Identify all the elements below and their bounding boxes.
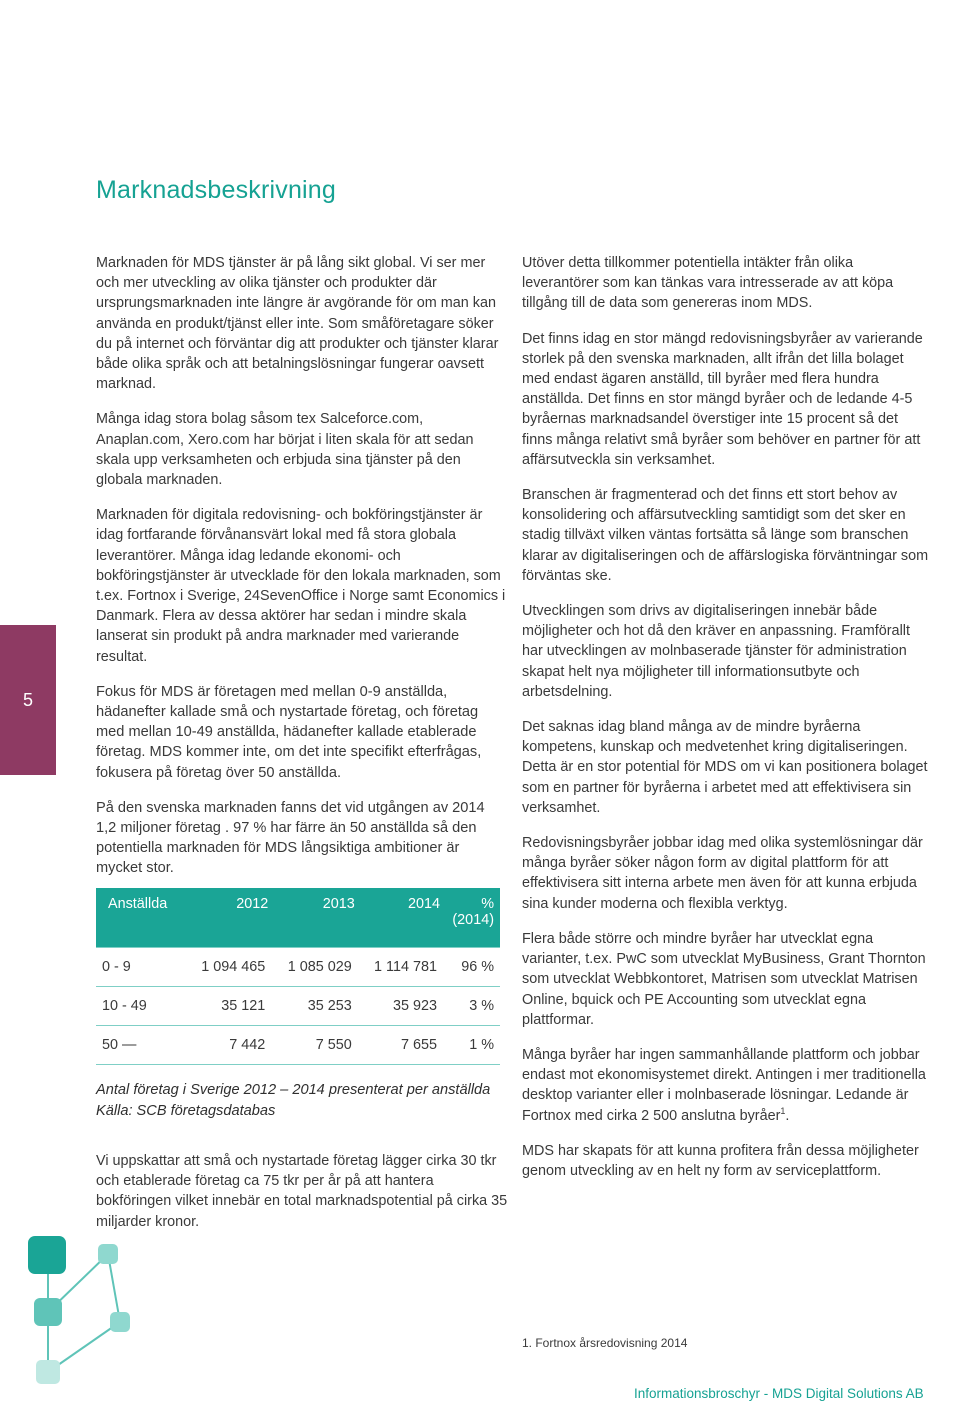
caption-line: Antal företag i Sverige 2012 – 2014 presenterat per anställda xyxy=(96,1082,491,1098)
market-potential-paragraph: Vi uppskattar att små och nystartade företag lägger cirka 30 tkr och etablerade företag ca 75 tkr per år på att hantera bokföringen vilket innebär en total marknadspotential på cirka 35 miljarder kronor. xyxy=(96,1153,508,1230)
paragraph: På den svenska marknaden fanns det vid utgången av 2014 1,2 miljoner företag . 97 % har färre än 50 anställda så den potentiella marknaden för MDS långsiktiga ambitioner är mycket stor. xyxy=(96,799,485,877)
table-row xyxy=(96,948,500,987)
paragraph: Flera både större och mindre byråer har utvecklat egna varianter, t.ex. PwC som utvecklat MyBusiness, Grant Thornton som utvecklat Webbkontoret, Matrisen som utvecklat Matrisen Online, bquick och PE Accounting som utvecklat egna plattformar. xyxy=(522,930,926,1028)
table-cell: 1 094 465 xyxy=(183,948,270,987)
network-nodes-icon xyxy=(20,1232,150,1402)
footnote: 1. Fortnox årsredovisning 2014 xyxy=(522,1336,688,1350)
paragraph: Redovisningsbyråer jobbar idag med olika systemlösningar där många byråer söker någon form av digital plattform för att effektivisera sitt interna arbete men även för att kunna erbjuda sina kunder moderna och flexibla verktyg. xyxy=(522,835,923,912)
table-row xyxy=(96,987,500,1026)
header-employees: Anställda xyxy=(96,888,183,948)
header-2014: 2014 xyxy=(356,888,441,948)
table-cell: 35 121 xyxy=(183,987,270,1026)
paragraph: Branschen är fragmenterad och det finns ett stort behov av konsolidering och affärsutveckling samtidigt som det sker en stadig tillväxt vilken väntas fortsätta så länge som branschen klarar av digitaliseringen och de affärslogiska förväntningar som förväntas ske. xyxy=(522,487,929,584)
table-cell: 1 114 781 xyxy=(356,948,441,987)
footnote-marker: 1 xyxy=(780,1105,786,1116)
header-2012: 2012 xyxy=(183,888,270,948)
table-cell: 3 % xyxy=(441,987,500,1026)
paragraph: Många idag stora bolag såsom tex Salceforce.com, Anaplan.com, Xero.com har börjat i liten skala för att sedan skala upp verksamheten och erbjuda sina tjänster på den globala marknaden. xyxy=(96,411,474,489)
company-statistics-table xyxy=(96,888,500,1065)
table-row xyxy=(96,1026,500,1065)
paragraph: Det saknas idag bland många av de mindre byråerna kompetens, kunskap och medvetenhet kring digitaliseringen. Detta är en stor potential för MDS om vi kan positionera bolaget som en partner för byråerna i arbetet med att effektivisera sin verksamhet. xyxy=(522,719,928,816)
page-title: Marknadsbeskrivning xyxy=(96,176,337,204)
left-column xyxy=(96,253,508,894)
table-cell: 7 655 xyxy=(356,1026,441,1065)
page-number-tab xyxy=(0,625,56,775)
paragraph: Marknaden för digitala redovisning- och bokföringstjänster är idag fortfarande förvånansvärt lokal med få stora globala leverantörer. Många idag ledande ekonomi- och bokföringstjänster är utvecklade för den lokala marknaden, som t.ex. Fortnox i Sverige, 24SevenOffice i Norge samt Economics i Danmark. Flera av dessa aktörer har sedan i mindre skala lanserat sin produkt på andra marknader med varierande resultat. xyxy=(96,507,506,665)
paragraph: MDS har skapats för att kunna profitera från dessa möjligheter genom utveckling av en helt ny form av serviceplattform. xyxy=(522,1142,919,1179)
table-cell: 1 % xyxy=(441,1026,500,1065)
paragraph: Utvecklingen som drivs av digitaliseringen innebär både möjligheter och hot då den kräver en anpassning. Framförallt har utvecklingen av molnbaserade tjänster för administration skapat helt nya möjligheter till informationsutbyte och arbetsdelning. xyxy=(522,603,910,700)
table-cell: 1 085 029 xyxy=(269,948,356,987)
table-header-row xyxy=(96,888,500,948)
right-column xyxy=(522,253,930,1196)
table-cell: 35 923 xyxy=(356,987,441,1026)
footer-text: Informationsbroschyr - MDS Digital Solutions AB xyxy=(634,1386,924,1401)
table-caption xyxy=(96,1080,516,1121)
header-2013: 2013 xyxy=(269,888,356,948)
paragraph: Fokus för MDS är företagen med mellan 0-9 anställda, hädanefter kallade små och nystartade företag, och företag med mellan 10-49 anställda, hädanefter kallade etablerade företag. MDS kommer inte, om det inte specifikt efterfrågas, fokusera på företag över 50 anställda. xyxy=(96,683,482,781)
paragraph-text: Många byråer har ingen sammanhållande plattform och jobbar endast mot ekonomisystemet direkt. Antingen i mer traditionella desktop varianter eller i molnbaserade lösningar. Ledande är Fortnox med cirka 2 500 anslutna byråer xyxy=(522,1046,926,1124)
paragraph: Det finns idag en stor mängd redovisningsbyråer av varierande storlek på den svenska marknaden, allt ifrån det lilla bolaget med endast ägaren anställd, till byråer med flera hundra anställda. Det finns en stor mängd byråer och de ledande 4-5 byråernas marknadsandel överstiger inte 15 procent så det finns många relativt små byråer som behöver en partner för att affärsutveckla sin verksamhet. xyxy=(522,330,923,468)
paragraph: Marknaden för MDS tjänster är på lång sikt global. Vi ser mer och mer utveckling av olika tjänster och produkter där ursprungsmarknaden inte längre är avgörande för om man kan använda en produkt/tjänst eller inte. Som småföretagare söker du på internet och förväntar dig att produkter och tjänster klarar både olika språk och att betalningslösningar fungerar oavsett marknad. xyxy=(96,255,499,393)
table-cell: 50 — xyxy=(96,1026,183,1065)
page-number: 5 xyxy=(22,689,33,710)
table-cell: 7 442 xyxy=(183,1026,270,1065)
table-cell: 10 - 49 xyxy=(96,987,183,1026)
paragraph xyxy=(522,1045,930,1126)
paragraph-end: . xyxy=(785,1107,790,1124)
table-cell: 0 - 9 xyxy=(96,948,183,987)
table-cell: 35 253 xyxy=(269,987,356,1026)
table-cell: 96 % xyxy=(441,948,500,987)
table-cell: 7 550 xyxy=(269,1026,356,1065)
caption-source: Källa: SCB företagsdatabas xyxy=(96,1102,276,1119)
paragraph: Utöver detta tillkommer potentiella intäkter från olika leverantörer som kan tänkas vara intresserade av att köpa tillgång till de data som genereras inom MDS. xyxy=(522,255,894,312)
header-percent: % (2014) xyxy=(441,888,500,948)
